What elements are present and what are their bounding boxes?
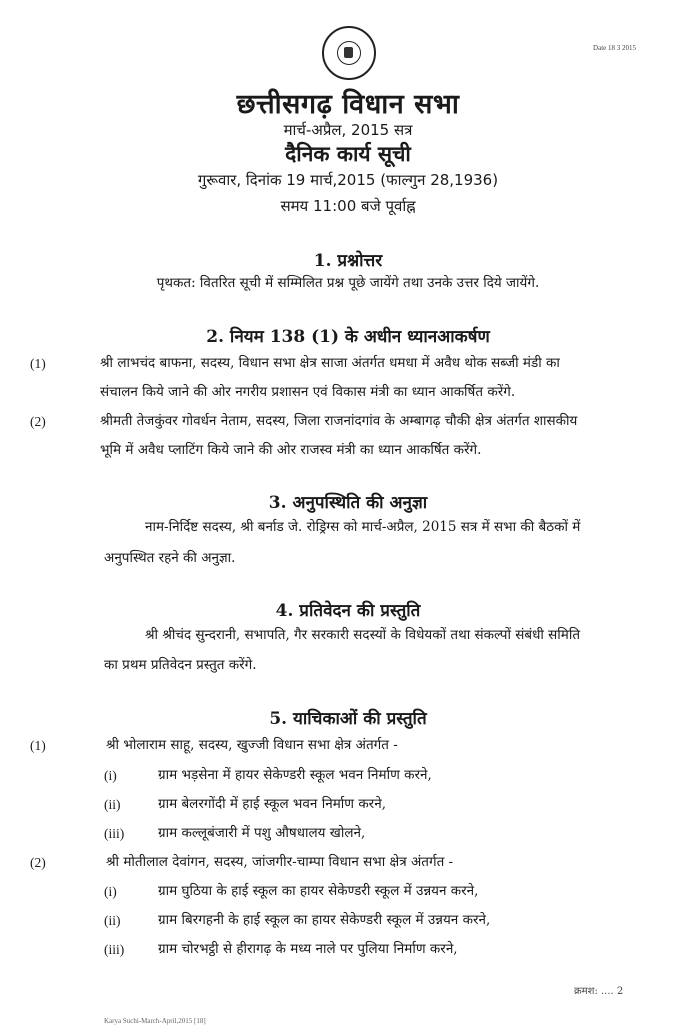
session-time: समय 11:00 बजे पूर्वाह्न: [280, 197, 416, 215]
petition-1-sub-1: ग्राम भड़सेना में हायर सेकेण्डरी स्कूल भवन निर्माण करने,: [158, 767, 432, 783]
petition-2-sub-1: ग्राम घुठिया के हाई स्कूल का हायर सेकेण्डरी स्कूल में उन्नयन करने,: [158, 883, 479, 899]
session-label: मार्च-अप्रैल, 2015 सत्र: [283, 121, 413, 139]
day-date: गुरूवार, दिनांक 19 मार्च,2015 (फाल्गुन 28,1936): [197, 171, 499, 189]
petition-1-text: श्री भोलाराम साहू, सदस्य, खुज्जी विधान सभा क्षेत्र अंतर्गत -: [106, 737, 398, 753]
assembly-seal-icon: [322, 26, 376, 80]
section-4-heading: 4. प्रतिवेदन की प्रस्तुति: [275, 601, 421, 621]
date-stamp: Date 18 3 2015: [593, 44, 636, 52]
sub-number: (ii): [104, 913, 121, 928]
assembly-title: छत्तीसगढ़ विधान सभा: [236, 89, 460, 120]
attention-item-1-line1: श्री लाभचंद बाफना, सदस्य, विधान सभा क्षेत्र साजा अंतर्गत धमधा में अवैध थोक सब्जी मंडी का: [100, 355, 560, 371]
item-number: (2): [30, 414, 46, 429]
sub-number: (ii): [104, 797, 121, 812]
section-4-line2: का प्रथम प्रतिवेदन प्रस्तुत करेंगे.: [104, 657, 257, 673]
attention-item-2-line1: श्रीमती तेजकुंवर गोवर्धन नेताम, सदस्य, जिला राजनांदगांव के अम्बागढ़ चौकी क्षेत्र अंतर्गत शासकीय: [100, 413, 578, 429]
section-3-line2: अनुपस्थित रहने की अनुज्ञा.: [104, 550, 236, 566]
petition-1-sub-3: ग्राम कल्लूबंजारी में पशु औषधालय खोलने,: [158, 825, 366, 841]
attention-item-1-line2: संचालन किये जाने की ओर नगरीय प्रशासन एवं विकास मंत्री का ध्यान आकर्षित करेंगे.: [100, 384, 516, 400]
sub-number: (i): [104, 768, 117, 783]
sub-number: (iii): [104, 942, 125, 957]
continued-marker: क्रमश: .... 2: [574, 986, 624, 997]
section-1-body: पृथकत: वितरित सूची में सम्मिलित प्रश्न पूछे जायेंगे तथा उनके उत्तर दिये जायेंगे.: [156, 275, 540, 291]
petition-number: (1): [30, 738, 46, 753]
section-3-heading: 3. अनुपस्थिति की अनुज्ञा: [268, 493, 428, 513]
section-5-heading: 5. याचिकाओं की प्रस्तुति: [269, 709, 427, 729]
petition-number: (2): [30, 855, 46, 870]
sub-number: (i): [104, 884, 117, 899]
section-4-line1: श्री श्रीचंद सुन्दरानी, सभापति, गैर सरकारी सदस्यों के विधेयकों तथा संकल्पों संबंधी समिति: [145, 627, 581, 643]
petition-2-sub-3: ग्राम चोरभट्ठी से हीरागढ़ के मध्य नाले पर पुलिया निर्माण करने,: [158, 941, 458, 957]
attention-item-2-line2: भूमि में अवैध प्लाटिंग किये जाने की ओर राजस्व मंत्री का ध्यान आकर्षित करेंगे.: [100, 442, 482, 458]
section-3-line1: नाम-निर्दिष्ट सदस्य, श्री बर्नाड जे. रोड्रिग्स को मार्च-अप्रैल, 2015 सत्र में सभा की बैठकों में: [145, 519, 581, 535]
item-number: (1): [30, 356, 46, 371]
section-1-heading: 1. प्रश्नोत्तर: [313, 251, 383, 271]
petition-2-sub-2: ग्राम बिरगहनी के हाई स्कूल का हायर सेकेण्डरी स्कूल में उन्नयन करने,: [158, 912, 491, 928]
sub-number: (iii): [104, 826, 125, 841]
section-2-heading: 2. नियम 138 (1) के अधीन ध्यानआकर्षण: [206, 327, 490, 347]
petition-2-text: श्री मोतीलाल देवांगन, सदस्य, जांजगीर-चाम्पा विधान सभा क्षेत्र अंतर्गत -: [106, 854, 454, 870]
petition-1-sub-2: ग्राम बेलरगोंदी में हाई स्कूल भवन निर्माण करने,: [158, 796, 386, 812]
file-reference: Karya Suchi-March-April,2015 [18]: [104, 1017, 206, 1025]
document-subtitle: दैनिक कार्य सूची: [285, 142, 411, 166]
